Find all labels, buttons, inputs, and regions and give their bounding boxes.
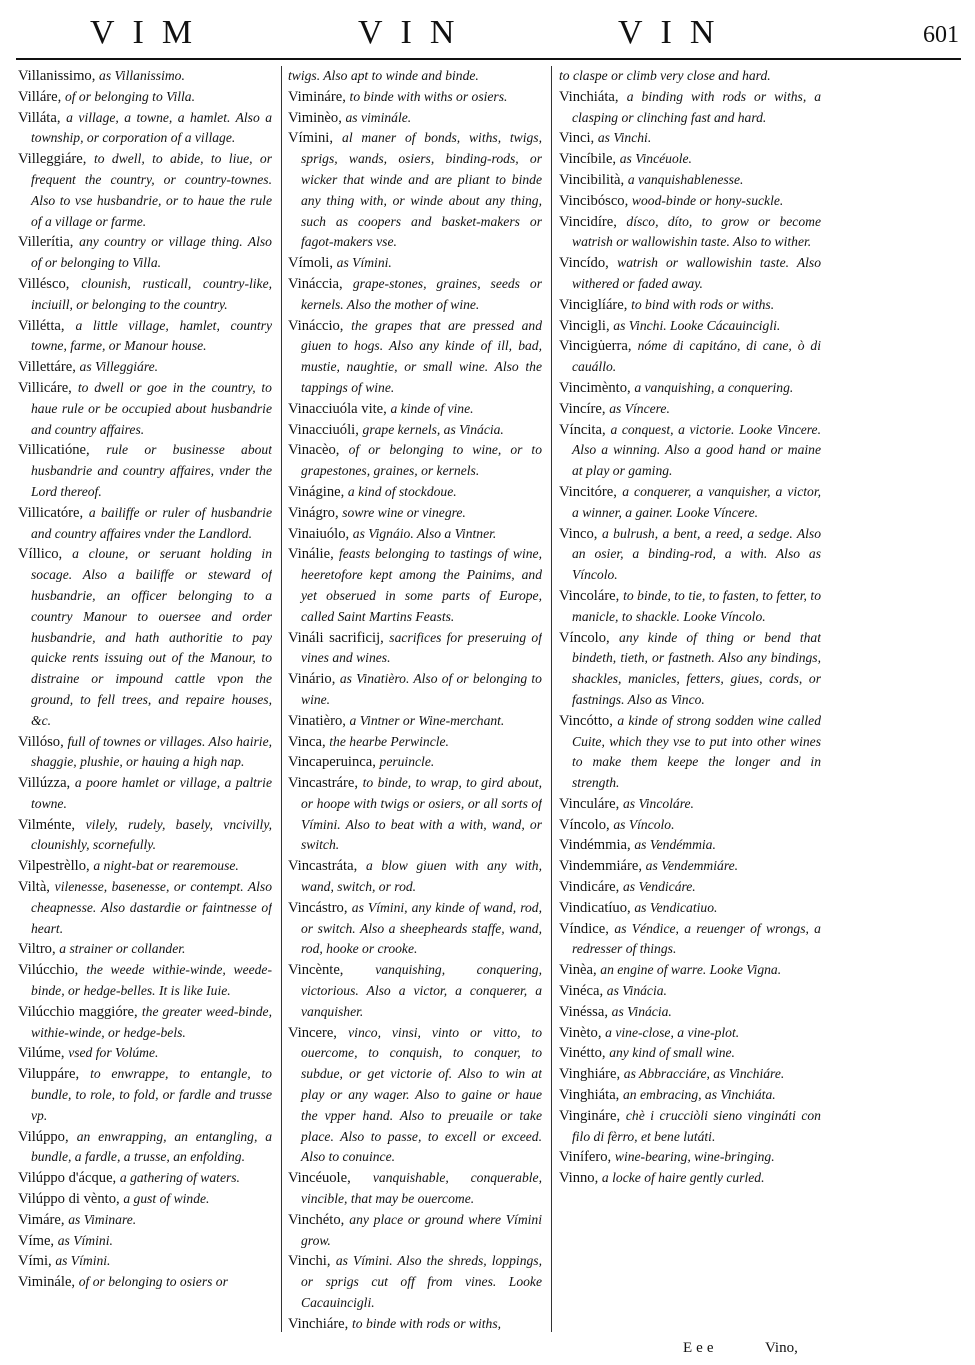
entry-definition: a binding with rods or withs, a clasping or clinching fast and hard. (572, 88, 821, 125)
dictionary-entry (288, 274, 542, 316)
dictionary-entry (18, 1168, 272, 1189)
entry-headword: Vinacèo, (288, 442, 340, 459)
entry-headword: Vincitóre, (559, 483, 617, 500)
dictionary-entry (559, 399, 821, 420)
entry-headword: Vilúppo, (18, 1128, 69, 1145)
entry-headword: Villicatóre, (18, 504, 84, 521)
dictionary-entry (18, 856, 272, 877)
entry-definition: the grapes that are pressed and giuen to hogs. Also any kinde of ill, bad, mustie, naughtie, or small wine. Also the tappings of wine. (301, 317, 542, 395)
dictionary-entry (18, 773, 272, 815)
dictionary-entry (559, 898, 821, 919)
dictionary-entry (559, 960, 821, 981)
entry-headword: Vinchéto, (288, 1211, 345, 1228)
entry-headword: Vincastráre, (288, 775, 359, 792)
dictionary-entry (18, 274, 272, 316)
dictionary-entry (559, 128, 821, 149)
column-divider (551, 66, 552, 1332)
entry-definition: feasts belonging to tastings of wine, heeretofore kept among the Painims, and yet obserued in some parts of Europe, called Saint Martins Feasts. (301, 546, 542, 624)
entry-headword: Vincíre, (559, 400, 606, 417)
entry-definition: as Vinchi. Looke Cácauincigli. (613, 317, 781, 333)
entry-definition: an embracing, as Vinchiáta. (622, 1087, 776, 1103)
column-divider (281, 66, 282, 1332)
dictionary-column-2 (288, 66, 542, 1348)
entry-headword: Vinário, (288, 671, 336, 688)
entry-headword: Vimináre, (288, 88, 346, 105)
entry-headword: Vinculáre, (559, 795, 620, 812)
entry-headword: Vinci, (559, 130, 595, 147)
running-head-left: VIM (90, 14, 211, 51)
entry-headword: Vincoláre, (559, 587, 620, 604)
entry-headword: Vinghiáre, (559, 1066, 621, 1083)
dictionary-entry (18, 1231, 272, 1252)
entry-definition: nóme di capitáno, di cane, ò di cauállo. (572, 338, 821, 375)
entry-definition: vsed for Volúme. (68, 1045, 159, 1061)
entry-headword: Villétta, (18, 317, 65, 334)
entry-headword: Vincènte, (288, 962, 344, 979)
entry-definition: as Vímini. Also the shreds, loppings, or sprigs cut off from vines. Looke Cacauincigli. (301, 1253, 542, 1311)
entry-definition: as viminále. (345, 109, 412, 125)
dictionary-entry (559, 524, 821, 586)
entry-definition: a Vintner or Wine-merchant. (349, 712, 505, 728)
header-rule (16, 58, 961, 60)
entry-definition: a poore hamlet or village, a paltrie towne. (31, 775, 272, 811)
dictionary-entry (288, 856, 542, 898)
entry-definition: as Vincoláre. (622, 795, 694, 811)
entry-headword: Vinétto, (559, 1045, 606, 1062)
dictionary-entry (559, 919, 821, 961)
entry-headword: Vináli sacrificij, (288, 629, 384, 646)
entry-definition: al maner of bonds, withs, twigs, sprigs, wands, osiers, binding-rods, or wicker that winde and are pliant to binde any thing with, or winde about any thing, such as coopers and basket-makers or fagot-makers vse. (301, 130, 542, 250)
dictionary-entry (559, 149, 821, 170)
entry-headword: Villeggiáre, (18, 151, 87, 168)
entry-definition: a vine-close, a vine-plot. (605, 1024, 740, 1040)
entry-headword: Villerítia, (18, 234, 74, 251)
entry-definition: peruincle. (379, 754, 435, 770)
dictionary-entry (288, 960, 542, 1022)
dictionary-entry (18, 357, 272, 378)
dictionary-entry (559, 711, 821, 794)
dictionary-entry (18, 503, 272, 545)
entry-headword: Vináccio, (288, 317, 344, 334)
running-head-center: VIN (358, 14, 473, 51)
entry-definition: as Vignáio. Also a Vintner. (352, 525, 497, 541)
entry-definition: a conquerer, a vanquisher, a victor, a winner, a gainer. Looke Víncere. (572, 483, 821, 520)
dictionary-entry (559, 856, 821, 877)
dictionary-entry (559, 1002, 821, 1023)
entry-headword: Vinágro, (288, 504, 339, 521)
entry-headword: Vímini, (288, 130, 333, 147)
entry-definition: of or belonging to osiers or (78, 1274, 228, 1290)
entry-headword: Vilúcchio, (18, 962, 79, 979)
dictionary-entry (288, 420, 542, 441)
dictionary-entry (288, 482, 542, 503)
entry-headword: Vinèto, (559, 1024, 602, 1041)
dictionary-entry (18, 877, 272, 939)
dictionary-entry (18, 1189, 272, 1210)
entry-headword: Villanissimo, (18, 68, 96, 84)
dictionary-entry (559, 1064, 821, 1085)
entry-headword: Vindicáre, (559, 879, 620, 896)
dictionary-entry (288, 773, 542, 856)
entry-headword: Viltro, (18, 941, 56, 958)
entry-definition: any country or village thing. Also of or belonging to Villa. (31, 234, 272, 271)
dictionary-entry (288, 66, 542, 87)
dictionary-entry (18, 1002, 272, 1044)
entry-definition: wine-bearing, wine-bringing. (614, 1149, 775, 1165)
entry-definition: to binde with withs or osiers. (349, 88, 508, 104)
entry-definition: a cloune, or seruant holding in socage. Also a bailiffe or steward of husbandrie, an officer belonging to a country Manour to ouersee and order husbandrie, and hath authoritie to pay quicke rents issuing out of the Manour, to distraine or impound cattle vpon the ground, to fell trees, and repaire houses, &c. (31, 546, 272, 728)
entry-headword: Víncita, (559, 421, 606, 438)
entry-headword: Vimáre, (18, 1211, 65, 1228)
entry-definition: vilenesse, basenesse, or contempt. Also cheapnesse. Also dastardie or faintnesse of heart. (31, 879, 272, 936)
dictionary-entry (18, 960, 272, 1002)
entry-headword: Vináccia, (288, 275, 343, 292)
entry-definition: sowre wine or vinegre. (342, 504, 466, 520)
entry-headword: Vincimènto, (559, 379, 631, 396)
entry-headword: Vincigli, (559, 317, 610, 334)
entry-definition: as Viminare. (68, 1211, 137, 1227)
dictionary-entry (559, 586, 821, 628)
dictionary-entry (288, 752, 542, 773)
entry-headword: Vinco, (559, 525, 598, 542)
dictionary-entry (559, 482, 821, 524)
dictionary-entry (288, 440, 542, 482)
entry-definition: any kinde of thing or bend that bindeth, tieth, or fastneth. Also any bindings, shackles, manicles, fetters, giues, cords, or fastnings. Also as Vinco. (572, 629, 821, 707)
entry-headword: Vinálie, (288, 546, 334, 563)
entry-headword: Vinatièro, (288, 712, 346, 729)
dictionary-entry (559, 794, 821, 815)
dictionary-entry (559, 316, 821, 337)
dictionary-entry (288, 503, 542, 524)
dictionary-entry (559, 191, 821, 212)
dictionary-entry (18, 544, 272, 731)
entry-definition: a gust of winde. (123, 1191, 210, 1207)
entry-definition: to binde, to tie, to fasten, to fetter, to manicle, to shackle. Looke Víncolo. (572, 587, 821, 624)
entry-headword: Villésco, (18, 275, 70, 292)
entry-headword: Vincástro, (288, 899, 348, 916)
entry-definition: to claspe or climb very close and hard. (559, 68, 771, 83)
entry-definition: as Véndice, a reuenger of wrongs, a redresser of things. (572, 920, 821, 957)
entry-headword: Vinchiáre, (288, 1315, 349, 1332)
entry-headword: Vími, (18, 1253, 52, 1270)
dictionary-entry (559, 1168, 821, 1189)
entry-definition: to dwell, to abide, to liue, or frequent the country, or country-townes. Also to vse husbandrie, or to haue the rule of a village or farme. (31, 151, 272, 229)
entry-definition: a bailiffe or ruler of husbandrie and country affaires vnder the Landlord. (31, 504, 272, 541)
dictionary-entry (288, 128, 542, 253)
entry-headword: Viminále, (18, 1274, 76, 1291)
dictionary-entry (559, 835, 821, 856)
entry-headword: Vinchi, (288, 1253, 331, 1270)
entry-definition: an engine of warre. Looke Vigna. (600, 962, 782, 978)
dictionary-entry (18, 87, 272, 108)
entry-headword: Vincibósco, (559, 192, 629, 209)
entry-headword: Vilúppo di vènto, (18, 1191, 120, 1208)
entry-headword: Vincótto, (559, 712, 613, 729)
entry-definition: vilely, rudely, basely, vncivilly, clounishly, scornefully. (31, 816, 272, 853)
dictionary-entry (288, 711, 542, 732)
dictionary-entry (288, 87, 542, 108)
entry-definition: a kinde of strong sodden wine called Cuite, which they vse to put into other wines to make them keepe the longer and in strength. (572, 712, 821, 791)
entry-headword: Vinacciuóla vite, (288, 400, 387, 417)
entry-headword: Víme, (18, 1232, 55, 1249)
entry-headword: Vincidíre, (559, 213, 617, 230)
dictionary-entry (18, 232, 272, 274)
dictionary-entry (559, 981, 821, 1002)
dictionary-entry (288, 628, 542, 670)
entry-definition: twigs. Also apt to winde and binde. (288, 68, 479, 83)
dictionary-entry (18, 1272, 272, 1293)
entry-definition: as Vendemmiáre. (645, 858, 739, 874)
dictionary-entry (18, 149, 272, 232)
entry-definition: a kinde of vine. (390, 400, 474, 416)
entry-definition: to bind with rods or withs. (631, 296, 775, 312)
entry-headword: Villáta, (18, 109, 61, 126)
dictionary-column-3 (559, 66, 821, 1348)
entry-headword: Vinaiuólo, (288, 525, 350, 542)
entry-definition: as Vendicáre. (622, 879, 696, 895)
dictionary-entry (559, 815, 821, 836)
entry-definition: a village, a towne, a hamlet. Also a township, or corporation of a village. (31, 109, 272, 146)
entry-definition: a vanquishablenesse. (627, 171, 744, 187)
entry-definition: as Vímini. (336, 255, 392, 271)
entry-definition: as Villeggiáre. (79, 359, 159, 375)
entry-headword: Vinca, (288, 733, 326, 750)
dictionary-entry (18, 440, 272, 502)
entry-definition: to dwell or goe in the country, to haue rule or be occupied about husbandrie and country affaires. (31, 379, 272, 437)
entry-definition: the greater weed-binde, withie-winde, or hedge-bels. (31, 1003, 272, 1040)
dictionary-entry (288, 399, 542, 420)
entry-definition: a vanquishing, a conquering. (634, 379, 794, 395)
dictionary-entry (18, 1064, 272, 1126)
entry-headword: Villettáre, (18, 359, 76, 376)
dictionary-entry (559, 87, 821, 129)
entry-definition: vanquishable, conquerable, vincible, that may be ouercome. (301, 1170, 542, 1207)
entry-definition: grape-stones, graines, seeds or kernels. Also the mother of wine. (301, 275, 542, 312)
catchword: Vino, (765, 1340, 798, 1356)
entry-definition: vinco, vinsi, vinto or vitto, to ouercome, to conquish, to conquer, to subdue, or get victorie of. Also to win at play or any wager. Also to gaine or haue the vpper hand. Also to preuaile or take place. Also to passe, to excell or exceed. Also to conuince. (301, 1024, 542, 1165)
entry-headword: Vilpestrèllo, (18, 858, 90, 875)
entry-headword: Villicáre, (18, 379, 72, 396)
entry-definition: watrish or wallowishin taste. Also withered or faded away. (572, 255, 821, 291)
entry-definition: clounish, rusticall, country-like, inciuill, or belonging to the country. (31, 275, 272, 312)
entry-headword: Víncolo, (559, 629, 610, 646)
entry-definition: sacrifices for preseruing of vines and wines. (301, 629, 542, 666)
dictionary-entry (559, 1106, 821, 1148)
dictionary-entry (559, 628, 821, 711)
dictionary-entry (559, 212, 821, 254)
entry-definition: as Vímini, any kinde of wand, rod, or switch. Also a sheepheards staffe, wand, rod, hooke or crooke. (301, 899, 542, 957)
entry-definition: a kind of stockdoue. (347, 483, 457, 499)
entry-headword: Vincaperuinca, (288, 754, 376, 771)
page-header (0, 0, 975, 66)
dictionary-entry (18, 1043, 272, 1064)
dictionary-entry (559, 253, 821, 295)
entry-headword: Viltà, (18, 879, 50, 896)
dictionary-entry (18, 316, 272, 358)
dictionary-entry (559, 336, 821, 378)
entry-definition: grape kernels, as Vinácia. (362, 421, 504, 437)
dictionary-entry (288, 669, 542, 711)
entry-headword: Vinno, (559, 1170, 599, 1187)
dictionary-entry (18, 815, 272, 857)
entry-definition: a night-bat or rearemouse. (93, 858, 239, 874)
entry-definition: any place or ground where Vímini grow. (301, 1211, 542, 1248)
dictionary-entry (288, 898, 542, 960)
entry-definition: as Vendémmia. (634, 837, 716, 853)
dictionary-entry (18, 378, 272, 440)
entry-definition: as Víncere. (609, 400, 670, 416)
dictionary-entry (288, 1023, 542, 1169)
dictionary-entry (559, 1085, 821, 1106)
entry-definition: as Vinatièro. Also of or belonging to wine. (301, 671, 542, 707)
dictionary-entry (18, 939, 272, 960)
entry-headword: Víllico, (18, 546, 63, 563)
dictionary-entry (18, 1127, 272, 1169)
entry-headword: Vinciglíáre, (559, 296, 628, 313)
entry-definition: a conquest, a victorie. Looke Vincere. Also a winning. Also a good hand or maine at play or gaming. (572, 421, 821, 479)
entry-headword: Vincere, (288, 1024, 337, 1041)
entry-headword: Vinéca, (559, 983, 604, 1000)
entry-headword: Vinèa, (559, 962, 597, 979)
entry-definition: rule or businesse about husbandrie and country affaires, vnder the Lord thereof. (31, 442, 272, 499)
running-head-right: VIN (618, 14, 733, 51)
entry-definition: as Víncolo. (613, 816, 675, 832)
entry-definition: vanquishing, conquering, victorious. Also a victor, a conquerer, a vanquisher. (301, 962, 542, 1019)
entry-headword: Vincastráta, (288, 858, 358, 875)
dictionary-entry (18, 732, 272, 774)
dictionary-column-1 (18, 66, 272, 1348)
dictionary-entry (18, 1251, 272, 1272)
dictionary-entry (288, 1210, 542, 1252)
entry-definition: a bulrush, a bent, a reed, a sedge. Also an osier, a binding-rod, a with. Also as Víncolo. (572, 525, 821, 583)
entry-headword: Vinacciuóli, (288, 421, 359, 438)
entry-headword: Villicatióne, (18, 442, 90, 459)
entry-definition: a locke of haire gently curled. (601, 1170, 765, 1186)
dictionary-entry (559, 1147, 821, 1168)
dictionary-entry (559, 1043, 821, 1064)
entry-headword: Vincéuole, (288, 1170, 351, 1187)
entry-headword: Villúzza, (18, 775, 71, 792)
dictionary-entry (559, 1023, 821, 1044)
entry-headword: Vingináre, (559, 1107, 621, 1124)
entry-headword: Viminèo, (288, 109, 342, 126)
dictionary-entry (288, 1168, 542, 1210)
entry-headword: Vindicatíuo, (559, 899, 631, 916)
page-number: 601 (923, 22, 959, 48)
entry-definition: as Vímini. (55, 1253, 111, 1269)
entry-definition: of or belonging to wine, or to grapestones, graines, or kernels. (301, 442, 542, 479)
entry-definition: the weede withie-winde, weede-binde, or hedge-belles. It is like Iuie. (31, 962, 272, 999)
entry-definition: a blow giuen with any with, wand, switch, or rod. (301, 858, 542, 895)
entry-definition: a strainer or collander. (59, 941, 186, 957)
entry-headword: Vindémmia, (559, 837, 631, 854)
entry-definition: wood-binde or hony-suckle. (631, 192, 784, 208)
dictionary-entry (559, 877, 821, 898)
dictionary-entry (559, 420, 821, 482)
dictionary-entry (18, 66, 272, 87)
page-footer (683, 1340, 823, 1357)
dictionary-entry (559, 378, 821, 399)
entry-headword: Vincigu̇erra, (559, 338, 632, 355)
entry-definition: a gathering of waters. (119, 1170, 240, 1186)
dictionary-entry (288, 544, 542, 627)
dictionary-entry (288, 253, 542, 274)
dictionary-entry (18, 108, 272, 150)
entry-headword: Vindemmiáre, (559, 858, 643, 875)
entry-headword: Víncolo, (559, 816, 610, 833)
entry-definition: as Vinácia. (611, 1003, 672, 1019)
entry-headword: Viluppáre, (18, 1066, 80, 1083)
entry-headword: Vincíbile, (559, 151, 617, 168)
dictionary-entry (288, 108, 542, 129)
entry-definition: to binde, to wrap, to gird about, or hoope with twigs or osiers, or all sorts of Vímini. Also to beat with a with, wand, or switch. (301, 775, 542, 853)
entry-definition: as Vincéuole. (619, 151, 692, 167)
entry-headword: Vilúcchio maggióre, (18, 1003, 138, 1020)
entry-headword: Víndice, (559, 920, 609, 937)
entry-headword: Villáre, (18, 88, 62, 105)
entry-headword: Villóso, (18, 733, 64, 750)
dictionary-entry (288, 732, 542, 753)
entry-definition: as Vendicatiuo. (634, 899, 718, 915)
entry-definition: the hearbe Perwincle. (329, 733, 449, 749)
dictionary-entry (288, 316, 542, 399)
entry-headword: Vinghiáta, (559, 1087, 620, 1104)
entry-definition: dísco, díto, to grow or become watrish or wallowishin taste. Also to wither. (572, 213, 821, 250)
dictionary-entry (288, 1251, 542, 1313)
entry-headword: Vinchiáta, (559, 88, 619, 105)
entry-headword: Vinéssa, (559, 1003, 608, 1020)
entry-headword: Vinífero, (559, 1149, 612, 1166)
entry-headword: Vincído, (559, 255, 609, 272)
entry-definition: as Vinchi. (597, 130, 652, 146)
entry-headword: Vilménte, (18, 816, 76, 833)
entry-definition: as Abbracciáre, as Vinchiáre. (623, 1066, 785, 1082)
entry-headword: Vilúppo d'ácque, (18, 1170, 117, 1187)
entry-definition: an enwrapping, an entangling, a bundle, a fardle, a trusse, an enfolding. (31, 1128, 272, 1165)
entry-headword: Vímoli, (288, 255, 333, 272)
entry-definition: full of townes or villages. Also hairie, shaggie, plushie, or hauing a high nap. (31, 733, 272, 770)
dictionary-entry (288, 1314, 542, 1335)
entry-headword: Vincibilità, (559, 171, 625, 188)
entry-definition: as Villanissimo. (99, 68, 185, 83)
entry-definition: to binde with rods or withs, (351, 1315, 502, 1331)
dictionary-entry (559, 66, 821, 87)
entry-definition: as Vinácia. (606, 983, 667, 999)
entry-definition: as Vímini. (57, 1232, 113, 1248)
entry-headword: Vinágine, (288, 483, 345, 500)
signature-mark: Eee (683, 1340, 718, 1356)
entry-definition: to enwrappe, to entangle, to bundle, to role, to fold, or fardle and trusse vp. (31, 1066, 272, 1123)
dictionary-entry (559, 295, 821, 316)
entry-headword: Vilúme, (18, 1045, 65, 1062)
entry-definition: chè i crucciòli sieno vingináti con filo di fèrro, et bene lutáti. (572, 1107, 821, 1144)
entry-definition: a little village, hamlet, country towne, farme, or Manour house. (31, 317, 272, 354)
dictionary-entry (18, 1210, 272, 1231)
dictionary-entry (288, 524, 542, 545)
entry-definition: of or belonging to Villa. (64, 88, 195, 104)
entry-definition: any kind of small wine. (609, 1045, 735, 1061)
dictionary-entry (559, 170, 821, 191)
